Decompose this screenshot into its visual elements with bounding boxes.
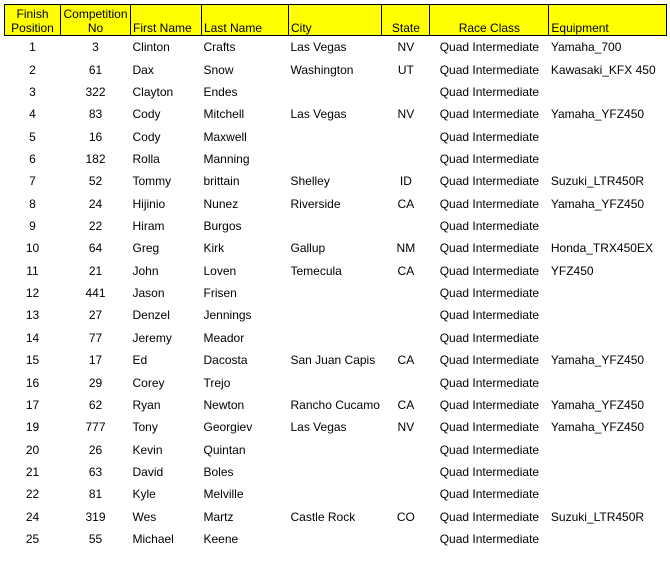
cell-city <box>289 148 382 170</box>
header-city: City <box>289 5 382 36</box>
cell-city <box>289 483 382 505</box>
cell-state <box>382 483 430 505</box>
cell-finish-position: 17 <box>25 397 40 412</box>
cell-competition-no: 17 <box>88 353 103 368</box>
cell-last-name: Boles <box>203 465 234 479</box>
cell-race-class: Quad Intermediate <box>439 375 540 390</box>
cell-last-name: Meador <box>203 330 245 345</box>
cell-competition-no: 64 <box>88 241 103 256</box>
cell-equipment <box>549 438 667 460</box>
cell-finish-position: 24 <box>25 509 40 524</box>
cell-finish-position: 1 <box>29 40 36 55</box>
cell-state: CO <box>396 509 415 524</box>
cell-first-name: Cody <box>132 107 161 122</box>
cell-last-name: Snow <box>203 62 234 77</box>
table-row <box>5 215 667 237</box>
cell-finish-position: 21 <box>25 465 40 479</box>
cell-city <box>289 304 382 326</box>
table-row <box>5 438 667 460</box>
cell-city <box>289 327 382 349</box>
cell-equipment: Yamaha_YFZ450 <box>550 397 645 412</box>
cell-last-name: Loven <box>203 263 237 278</box>
cell-equipment <box>549 483 667 505</box>
cell-competition-no: 81 <box>88 487 103 502</box>
cell-finish-position: 12 <box>25 286 40 301</box>
cell-city: San Juan Capis <box>290 353 376 368</box>
cell-state <box>382 125 430 147</box>
table-row <box>5 371 667 393</box>
cell-race-class: Quad Intermediate <box>439 241 540 256</box>
table-row <box>5 125 667 147</box>
cell-equipment: Yamaha_YFZ450 <box>550 107 645 122</box>
cell-city: Las Vegas <box>290 40 347 55</box>
cell-finish-position: 16 <box>25 375 40 390</box>
cell-equipment <box>549 304 667 326</box>
cell-state <box>382 461 430 483</box>
cell-city <box>289 282 382 304</box>
cell-finish-position: 3 <box>29 84 36 99</box>
cell-city: Temecula <box>290 263 342 278</box>
cell-first-name: Rolla <box>132 151 160 166</box>
cell-state <box>382 438 430 460</box>
header-equipment: Equipment <box>549 5 667 36</box>
cell-state <box>382 148 430 170</box>
cell-competition-no: 26 <box>88 442 103 457</box>
cell-last-name: Manning <box>203 151 250 166</box>
cell-competition-no: 21 <box>88 263 103 278</box>
cell-race-class: Quad Intermediate <box>439 263 540 278</box>
cell-first-name: Clinton <box>132 40 170 55</box>
cell-competition-no: 22 <box>88 219 103 234</box>
cell-last-name: Kirk <box>203 241 225 256</box>
table-row <box>5 237 667 259</box>
cell-state: NM <box>396 241 416 256</box>
cell-equipment: Yamaha_YFZ450 <box>550 196 645 211</box>
header-state: State <box>382 5 430 36</box>
cell-state: NV <box>397 420 415 435</box>
cell-first-name: Denzel <box>132 308 170 323</box>
table-row <box>5 58 667 80</box>
cell-race-class: Quad Intermediate <box>439 465 540 479</box>
cell-equipment <box>549 125 667 147</box>
cell-equipment: Yamaha_YFZ450 <box>550 420 645 435</box>
cell-last-name: Trejo <box>203 375 231 390</box>
cell-finish-position: 8 <box>29 196 36 211</box>
table-row <box>5 148 667 170</box>
cell-competition-no: 182 <box>85 151 106 166</box>
cell-competition-no: 319 <box>85 509 106 524</box>
table-row <box>5 170 667 192</box>
cell-equipment <box>549 327 667 349</box>
header-competition-no: Competition No <box>61 5 131 36</box>
cell-state <box>382 81 430 103</box>
cell-race-class: Quad Intermediate <box>439 40 540 55</box>
cell-finish-position: 15 <box>25 353 40 368</box>
cell-finish-position: 19 <box>25 420 40 435</box>
cell-first-name: Jeremy <box>132 330 172 345</box>
cell-race-class: Quad Intermediate <box>439 84 540 99</box>
cell-state <box>382 327 430 349</box>
cell-state: CA <box>397 263 415 278</box>
header-last-name: Last Name <box>202 5 289 36</box>
cell-race-class: Quad Intermediate <box>439 62 540 77</box>
cell-equipment: YFZ450 <box>550 263 594 278</box>
cell-first-name: Tony <box>132 420 158 435</box>
cell-race-class: Quad Intermediate <box>439 286 540 301</box>
cell-city <box>289 371 382 393</box>
cell-city: Las Vegas <box>290 107 347 122</box>
cell-last-name: Martz <box>203 509 234 524</box>
cell-last-name: brittain <box>203 174 240 189</box>
cell-last-name: Dacosta <box>203 353 248 368</box>
cell-competition-no: 16 <box>88 129 103 144</box>
cell-state <box>382 371 430 393</box>
cell-equipment: Suzuki_LTR450R <box>550 174 645 189</box>
cell-race-class: Quad Intermediate <box>439 107 540 122</box>
cell-state <box>382 528 430 550</box>
cell-finish-position: 4 <box>29 107 36 122</box>
cell-competition-no: 29 <box>88 375 103 390</box>
cell-equipment: Yamaha_YFZ450 <box>550 353 645 368</box>
cell-last-name: Mitchell <box>203 107 245 122</box>
table-row <box>5 260 667 282</box>
cell-state: CA <box>397 196 415 211</box>
cell-state: CA <box>397 397 415 412</box>
cell-city <box>289 461 382 483</box>
cell-finish-position: 20 <box>25 442 40 457</box>
cell-first-name: Tommy <box>132 174 172 189</box>
cell-state <box>382 282 430 304</box>
header-row <box>5 5 667 36</box>
cell-race-class: Quad Intermediate <box>439 174 540 189</box>
cell-finish-position: 11 <box>26 263 39 278</box>
cell-state: CA <box>397 353 415 368</box>
cell-race-class: Quad Intermediate <box>439 151 540 166</box>
cell-first-name: Kevin <box>132 442 163 457</box>
table-row <box>5 193 667 215</box>
cell-race-class: Quad Intermediate <box>439 196 540 211</box>
cell-equipment: Kawasaki_KFX 450 <box>550 62 656 77</box>
cell-first-name: David <box>132 465 164 479</box>
cell-city <box>289 528 382 550</box>
cell-equipment <box>549 148 667 170</box>
cell-city: Las Vegas <box>290 420 347 435</box>
cell-last-name: Quintan <box>203 442 246 457</box>
cell-equipment <box>549 528 667 550</box>
cell-finish-position: 10 <box>25 241 40 256</box>
table-row <box>5 506 667 528</box>
cell-finish-position: 14 <box>25 330 40 345</box>
cell-finish-position: 6 <box>29 151 36 166</box>
cell-state: NV <box>397 40 415 55</box>
cell-last-name: Maxwell <box>203 129 247 144</box>
cell-competition-no: 3 <box>92 40 99 55</box>
cell-competition-no: 63 <box>88 465 103 479</box>
cell-state: NV <box>397 107 415 122</box>
header-first-name: First Name <box>131 5 202 36</box>
cell-competition-no: 62 <box>88 397 103 412</box>
cell-city <box>289 438 382 460</box>
cell-city <box>289 215 382 237</box>
cell-city: Riverside <box>290 196 341 211</box>
cell-equipment: Suzuki_LTR450R <box>550 509 645 524</box>
cell-finish-position: 22 <box>25 487 40 502</box>
cell-finish-position: 2 <box>29 62 36 77</box>
cell-competition-no: 441 <box>85 286 106 301</box>
cell-first-name: Ryan <box>132 397 161 412</box>
cell-race-class: Quad Intermediate <box>439 487 540 502</box>
cell-first-name: Wes <box>132 509 157 524</box>
cell-first-name: Ed <box>132 353 148 368</box>
cell-first-name: John <box>132 263 159 278</box>
cell-race-class: Quad Intermediate <box>439 509 540 524</box>
cell-city: Gallup <box>290 241 326 256</box>
cell-first-name: Kyle <box>132 487 156 502</box>
cell-equipment <box>549 282 667 304</box>
table-row <box>5 304 667 326</box>
cell-competition-no: 83 <box>88 107 103 122</box>
cell-city: Washington <box>290 62 354 77</box>
cell-competition-no: 322 <box>85 84 106 99</box>
table-row <box>5 36 667 59</box>
cell-equipment: Yamaha_700 <box>550 40 622 55</box>
header-race-class: Race Class <box>430 5 549 36</box>
cell-first-name: Jason <box>132 286 165 301</box>
cell-equipment <box>549 371 667 393</box>
cell-equipment <box>549 81 667 103</box>
cell-finish-position: 9 <box>29 219 36 234</box>
cell-race-class: Quad Intermediate <box>439 308 540 323</box>
header-finish-position: Finish Position <box>5 5 61 36</box>
cell-first-name: Clayton <box>132 84 174 99</box>
cell-last-name: Jennings <box>203 308 252 323</box>
cell-state: ID <box>399 174 412 189</box>
cell-state <box>382 215 430 237</box>
cell-first-name: Cody <box>132 129 161 144</box>
table-row <box>5 528 667 550</box>
cell-competition-no: 777 <box>85 420 106 435</box>
cell-last-name: Melville <box>203 487 244 502</box>
results-table <box>4 4 667 550</box>
table-row <box>5 461 667 483</box>
cell-last-name: Georgiev <box>203 420 253 435</box>
cell-first-name: Hijinio <box>132 196 166 211</box>
cell-city: Shelley <box>290 174 330 189</box>
table-row <box>5 103 667 125</box>
cell-finish-position: 13 <box>25 308 40 323</box>
cell-competition-no: 52 <box>88 174 103 189</box>
cell-competition-no: 27 <box>88 308 103 323</box>
table-row <box>5 483 667 505</box>
cell-last-name: Nunez <box>203 196 239 211</box>
cell-finish-position: 25 <box>25 532 40 547</box>
table-row <box>5 416 667 438</box>
cell-first-name: Greg <box>132 241 160 256</box>
cell-race-class: Quad Intermediate <box>439 397 540 412</box>
cell-state: UT <box>397 62 414 77</box>
cell-first-name: Hiram <box>132 219 165 234</box>
cell-first-name: Corey <box>132 375 165 390</box>
cell-city: Rancho Cucamo <box>290 397 380 412</box>
cell-city <box>289 125 382 147</box>
cell-city: Castle Rock <box>290 509 356 524</box>
cell-finish-position: 5 <box>29 129 36 144</box>
cell-equipment: Honda_TRX450EX <box>550 241 653 256</box>
cell-last-name: Crafts <box>203 40 236 55</box>
cell-competition-no: 77 <box>88 330 103 345</box>
cell-race-class: Quad Intermediate <box>439 532 540 547</box>
cell-competition-no: 55 <box>88 532 103 547</box>
table-row <box>5 349 667 371</box>
cell-race-class: Quad Intermediate <box>439 330 540 345</box>
table-row <box>5 394 667 416</box>
cell-race-class: Quad Intermediate <box>439 129 540 144</box>
cell-last-name: Newton <box>203 397 245 412</box>
cell-first-name: Michael <box>132 532 174 547</box>
cell-race-class: Quad Intermediate <box>439 353 540 368</box>
cell-first-name: Dax <box>132 62 154 77</box>
cell-race-class: Quad Intermediate <box>439 442 540 457</box>
table-row <box>5 282 667 304</box>
cell-competition-no: 61 <box>88 62 103 77</box>
cell-competition-no: 24 <box>88 196 103 211</box>
cell-last-name: Keene <box>203 532 239 547</box>
cell-state <box>382 304 430 326</box>
cell-equipment <box>549 461 667 483</box>
table-body <box>5 36 667 551</box>
cell-equipment <box>549 215 667 237</box>
table-row <box>5 327 667 349</box>
cell-race-class: Quad Intermediate <box>439 219 540 234</box>
table-row <box>5 81 667 103</box>
cell-race-class: Quad Intermediate <box>439 420 540 435</box>
cell-city <box>289 81 382 103</box>
cell-last-name: Frisen <box>203 286 237 301</box>
cell-last-name: Endes <box>203 84 238 99</box>
cell-last-name: Burgos <box>203 219 242 234</box>
cell-finish-position: 7 <box>29 174 36 189</box>
